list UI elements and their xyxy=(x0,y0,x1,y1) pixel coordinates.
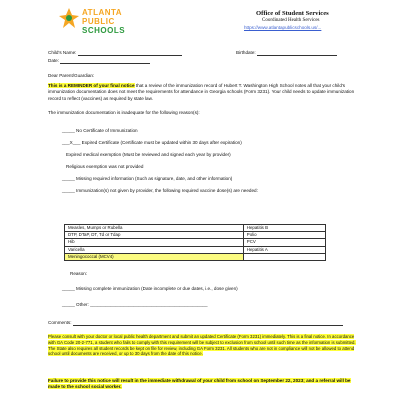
date-field xyxy=(48,58,150,64)
logo-line1: ATLANTA xyxy=(82,8,123,17)
birthdate-field xyxy=(236,50,337,56)
table-row xyxy=(65,253,326,260)
item-missing-complete: _____ Missing complete immunization (Date incomplete or due dates, i.e., dose given) xyxy=(62,286,238,291)
reason-intro: The immunization documentation is inadequate for the following reason(s): xyxy=(48,110,200,115)
table-cell: Hib xyxy=(65,239,244,246)
table-cell: Hepatitis A xyxy=(243,246,325,253)
logo-line2: PUBLIC xyxy=(82,17,115,26)
logo-line3: SCHOOLS xyxy=(82,26,126,35)
table-row xyxy=(65,225,326,232)
child-name-blank[interactable] xyxy=(78,50,182,56)
table-cell: Measles, Mumps or Rubella xyxy=(65,225,244,232)
para-withdrawal-body: Failure to provide this notice will result in the immediate withdrawal of your child from school on September 22, 2023; and a referral will be made to the school social worker. xyxy=(48,378,351,390)
school-logo-icon xyxy=(58,7,80,29)
para-reminder xyxy=(48,83,358,102)
item-expired-medical: Expired medical exemption (Must be reviewed and signed each year by provider) xyxy=(66,152,231,157)
table-cell: Meningococcal (MCV4) xyxy=(65,253,244,260)
table-row xyxy=(65,246,326,253)
para-withdrawal xyxy=(48,378,360,390)
salutation: Dear Parent/Guardian: xyxy=(48,73,95,78)
para-reminder-body: that a review of the immunization record of Hubert T. Washington High School notes all that your child's immunization documentation does not meet the requirements for attendance in Georgia schools (Form 3231). Your child needs to update immunization record to reflect (vaccines) as required by state law. xyxy=(48,83,355,101)
comments-field xyxy=(48,320,343,326)
item-other: _____ Other: ______________________________________________ xyxy=(62,302,208,307)
birthdate-label: Birthdate: xyxy=(236,50,256,55)
item-missing-info: _____ Missing required information (Such as signature, date, and other information) xyxy=(62,176,233,181)
comments-label: Comments: xyxy=(48,320,72,325)
table-row xyxy=(65,239,326,246)
final-notice-highlight: This is a REMINDER of your final notice xyxy=(48,83,135,88)
para-consult xyxy=(48,334,360,357)
date-blank[interactable] xyxy=(60,58,150,64)
table-cell xyxy=(243,253,325,260)
school-logo xyxy=(56,6,136,40)
item-religious: Religious exemption was not provided xyxy=(66,164,144,169)
item-expired-certificate: ___X___ Expired Certificate (Certificate must be updated within 30 days after expiration) xyxy=(62,140,242,145)
dept-title: Coordinated Health Services xyxy=(262,18,320,23)
table-cell: Hepatitis B xyxy=(243,225,325,232)
birthdate-blank[interactable] xyxy=(257,50,337,56)
table-cell: Polio xyxy=(243,232,325,239)
child-name-field xyxy=(48,50,182,56)
table-row xyxy=(65,232,326,239)
child-name-label: Child's Name: xyxy=(48,50,77,55)
table-cell: DTP, DTaP, DT, Td or Tdap xyxy=(65,232,244,239)
comments-blank[interactable] xyxy=(73,320,343,326)
dept-url-link[interactable]: https://www.atlantapublicschools.us/... xyxy=(244,25,322,30)
item-not-given: _____ Immunization(s) not given by provider, the following required vaccine dose(s) are needed: xyxy=(62,188,258,193)
date-label: Date: xyxy=(48,58,59,63)
office-title: Office of Student Services xyxy=(256,10,329,17)
item-no-certificate: _____ No Certificate of Immunization xyxy=(62,128,138,133)
para-consult-body: Please consult with your doctor or local public health department and submit an updated Certificate (Form 3231) immediately. This is a final notice. In accordance with GA Code 20-2-771, a student who fails to comply with this requirement will be subject to exclusion from school until such time as the information is submitted. The State also requires all student records be kept on file for review, including GA Form 3231. All students who are not in compliance will not be allowed to attend school until documents are received, or up to 30 days from the date of this notice. xyxy=(48,334,356,357)
table-cell: PCV xyxy=(243,239,325,246)
table-cell: Varicella xyxy=(65,246,244,253)
vaccine-table xyxy=(64,224,326,261)
reason-label: Reason: xyxy=(70,271,88,276)
